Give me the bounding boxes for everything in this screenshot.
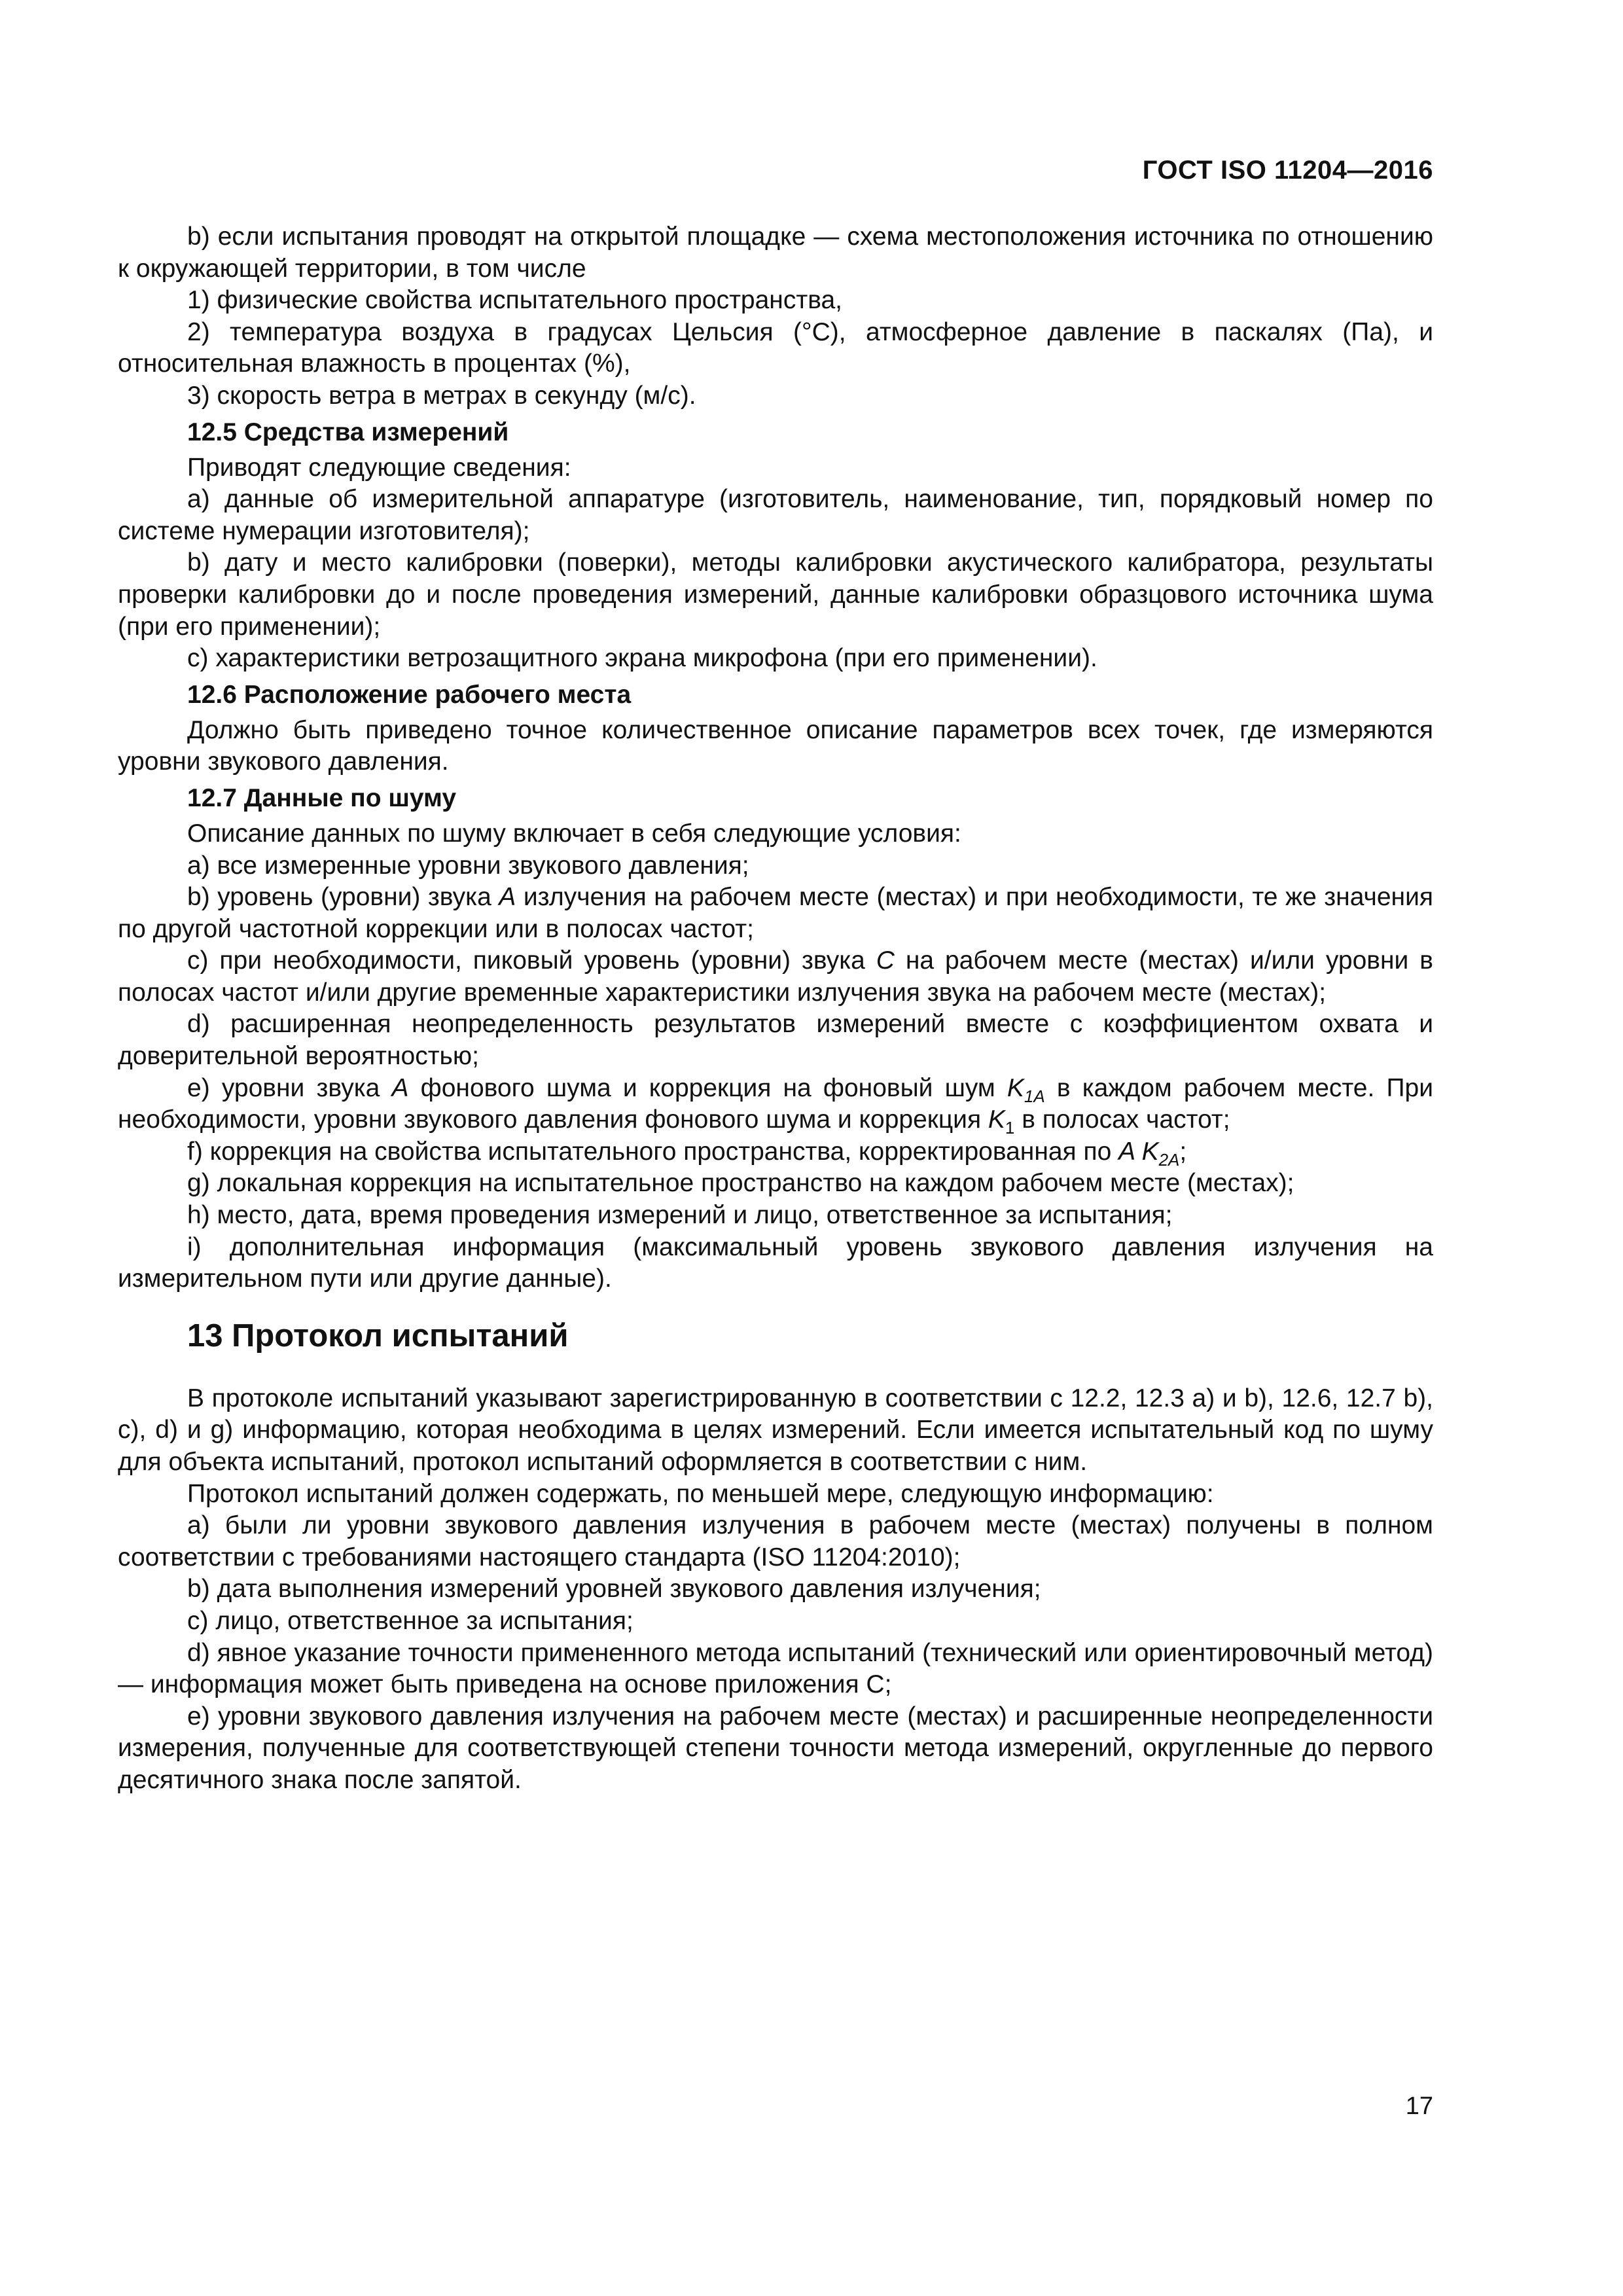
page-number: 17 [1405, 2092, 1433, 2120]
paragraph: 2) температура воздуха в градусах Цельсия (°C), атмосферное давление в паскалях (Па), и относительная влажность в процентах (%), [118, 317, 1433, 378]
paragraph [118, 1136, 1433, 1168]
paragraph: a) все измеренные уровни звукового давления; [187, 851, 749, 880]
paragraph: Описание данных по шуму включает в себя следующие условия: [187, 819, 961, 848]
paragraph: 3) скорость ветра в метрах в секунду (м/с). [187, 381, 696, 410]
subscript: 1A [1024, 1086, 1045, 1106]
text-run: фонового шума и коррекция на фоновый шум [408, 1073, 1007, 1102]
paragraph: a) данные об измерительной аппаратуре (изготовитель, наименование, тип, порядковый номер по системе нумерации изготовителя); [118, 485, 1433, 545]
document-body [118, 221, 1433, 1797]
text-run: b) уровень (уровни) звука [187, 883, 499, 912]
text-run: излучения на рабочем месте (местах) и при необходимости, те же значения по другой частотной коррекции или в полосах частот; [118, 883, 1433, 943]
section-heading-12-7: 12.7 Данные по шуму [187, 783, 457, 812]
italic-symbol: A [391, 1073, 409, 1102]
paragraph: b) если испытания проводят на открытой площадке — схема местоположения источника по отношению к окружающей территории, в том числе [118, 223, 1433, 283]
paragraph: 1) физические свойства испытательного пространства, [187, 286, 843, 315]
paragraph: i) дополнительная информация (максимальный уровень звукового давления излучения на измерительном пути или другие данные). [118, 1232, 1433, 1293]
paragraph: a) были ли уровни звукового давления излучения в рабочем месте (местах) получены в полном соответствии с требованиями настоящего стандарта (ISO 11204:2010); [118, 1511, 1433, 1571]
subscript: 1 [1005, 1118, 1015, 1138]
section-heading-12-6: 12.6 Расположение рабочего места [187, 680, 632, 709]
text-run: в каждом рабочем месте. При необходимости, уровни звукового давления фонового шума и коррекция [118, 1073, 1433, 1134]
section-heading-13: 13 Протокол испытаний [187, 1318, 569, 1354]
paragraph [118, 1073, 1433, 1136]
paragraph: Приводят следующие сведения: [187, 453, 571, 482]
italic-symbol: K [1007, 1073, 1024, 1102]
text-run: e) уровни звука [187, 1073, 392, 1102]
paragraph: d) явное указание точности примененного метода испытаний (технический или ориентировочный метод) — информация может быть приведена на основе приложения С; [118, 1638, 1433, 1699]
text-run: f) коррекция на свойства испытательного пространства, корректированная по [187, 1137, 1119, 1166]
italic-symbol: A [499, 883, 516, 912]
text-run: в полосах частот; [1014, 1105, 1230, 1134]
paragraph: g) локальная коррекция на испытательное пространство на каждом рабочем месте (местах); [187, 1169, 1294, 1198]
paragraph: В протоколе испытаний указывают зарегистрированную в соответствии с 12.2, 12.3 a) и b), 12.6, 12.7 b), c), d) и g) информацию, которая необходима в целях измерений. Если имеется испытательный код по шуму для объекта испытаний, протокол испытаний оформляется в соответствии с ним. [118, 1384, 1433, 1476]
italic-symbol: C [876, 946, 895, 975]
text-run: на рабочем месте (местах) и/или уровни в полосах частот и/или другие временные характеристики излучения звука на рабочем месте (местах); [118, 946, 1433, 1007]
paragraph: Протокол испытаний должен содержать, по меньшей мере, следующую информацию: [187, 1479, 1214, 1508]
paragraph: Должно быть приведено точное количественное описание параметров всех точек, где измеряются уровни звукового давления. [118, 715, 1433, 776]
italic-symbol: A K [1118, 1137, 1159, 1166]
paragraph [118, 882, 1433, 945]
paragraph: d) расширенная неопределенность результатов измерений вместе с коэффициентом охвата и доверительной вероятностью; [118, 1010, 1433, 1071]
paragraph: c) характеристики ветрозащитного экрана микрофона (при его применении). [187, 644, 1097, 673]
paragraph: b) дата выполнения измерений уровней звукового давления излучения; [187, 1575, 1041, 1604]
text-run: ; [1179, 1137, 1187, 1166]
paragraph: b) дату и место калибровки (поверки), методы калибровки акустического калибратора, результаты проверки калибровки до и после проведения измерений, данные калибровки образцового источника шума (при его применении); [118, 548, 1433, 641]
subscript: 2A [1158, 1149, 1180, 1170]
document-header: ГОСТ ISO 11204—2016 [1142, 156, 1433, 185]
paragraph [118, 945, 1433, 1009]
paragraph: c) лицо, ответственное за испытания; [187, 1606, 633, 1635]
italic-symbol: K [988, 1105, 1005, 1134]
section-heading-12-5: 12.5 Средства измерений [187, 418, 509, 446]
text-run: c) при необходимости, пиковый уровень (уровни) звука [187, 946, 876, 975]
paragraph: e) уровни звукового давления излучения на рабочем месте (местах) и расширенные неопределенности измерения, полученные для соответствующей степени точности метода измерений, округленные до первого десятичного знака после запятой. [118, 1702, 1433, 1794]
paragraph: h) место, дата, время проведения измерений и лицо, ответственное за испытания; [187, 1201, 1173, 1230]
